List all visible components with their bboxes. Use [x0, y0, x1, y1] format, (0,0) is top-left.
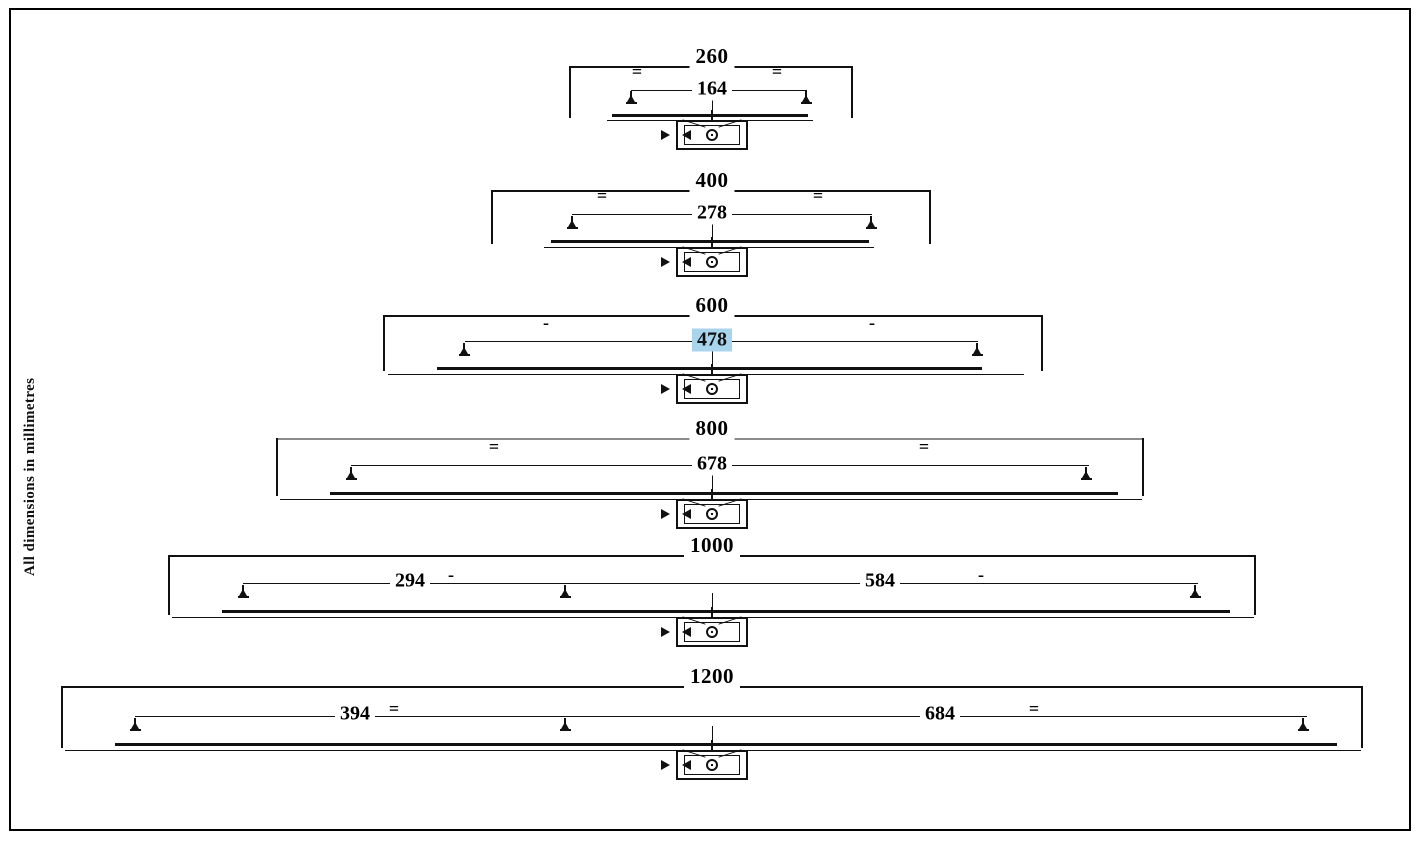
units-note: All dimensions in millimetres	[22, 377, 38, 576]
outer-extension-tick-left	[491, 190, 493, 244]
equal-mark-left: =	[488, 436, 500, 457]
equal-mark-right: =	[1028, 698, 1040, 719]
rail-profile	[330, 492, 1118, 495]
inner-dimension-label: 584	[860, 570, 900, 593]
inner-dimension-label: 278	[692, 202, 732, 225]
outer-extension-tick-right	[851, 66, 853, 118]
equal-mark-right: =	[771, 61, 783, 82]
rail-profile	[115, 743, 1337, 746]
overall-dimension-label: 800	[690, 416, 735, 441]
equal-mark-left: -	[448, 564, 454, 585]
centreline-tick	[712, 224, 713, 247]
inner-dimension-label: 294	[390, 570, 430, 593]
rail-profile	[437, 367, 982, 370]
outer-extension-tick-left	[168, 555, 170, 615]
centreline-tick	[712, 475, 713, 499]
inner-dimension-label: 394	[335, 703, 375, 726]
outer-extension-tick-right	[1041, 315, 1043, 371]
overall-dimension-label: 600	[690, 293, 735, 318]
outer-extension-tick-left	[569, 66, 571, 118]
outer-extension-tick-right	[1361, 686, 1363, 748]
equal-mark-left: =	[596, 185, 608, 206]
outer-extension-tick-right	[929, 190, 931, 244]
equal-mark-right: =	[918, 436, 930, 457]
outer-extension-tick-left	[383, 315, 385, 371]
overall-dimension-label: 400	[690, 168, 735, 193]
overall-dimension-label: 260	[690, 44, 735, 69]
outer-extension-tick-left	[276, 438, 278, 496]
outer-extension-tick-right	[1254, 555, 1256, 615]
centreline-tick	[712, 99, 713, 121]
inner-dimension-label: 478	[692, 329, 732, 352]
outer-extension-tick-right	[1142, 438, 1144, 496]
equal-mark-left: =	[388, 698, 400, 719]
overall-dimension-label: 1000	[684, 533, 740, 558]
rail-profile	[612, 114, 808, 117]
inner-dimension-line	[243, 583, 1198, 584]
inner-dimension-line	[135, 716, 1307, 717]
centreline-tick	[712, 593, 713, 617]
overall-dimension-label: 1200	[684, 664, 740, 689]
equal-mark-left: =	[631, 61, 643, 82]
centreline-tick	[712, 351, 713, 374]
rail-profile	[551, 240, 869, 243]
equal-mark-right: -	[978, 564, 984, 585]
inner-dimension-label: 678	[692, 453, 732, 476]
inner-dimension-label: 684	[920, 703, 960, 726]
equal-mark-right: =	[812, 185, 824, 206]
centreline-tick	[712, 726, 713, 750]
inner-dimension-label: 164	[692, 78, 732, 101]
outer-extension-tick-left	[61, 686, 63, 748]
equal-mark-left: -	[543, 312, 549, 333]
rail-profile	[222, 610, 1230, 613]
equal-mark-right: -	[869, 312, 875, 333]
